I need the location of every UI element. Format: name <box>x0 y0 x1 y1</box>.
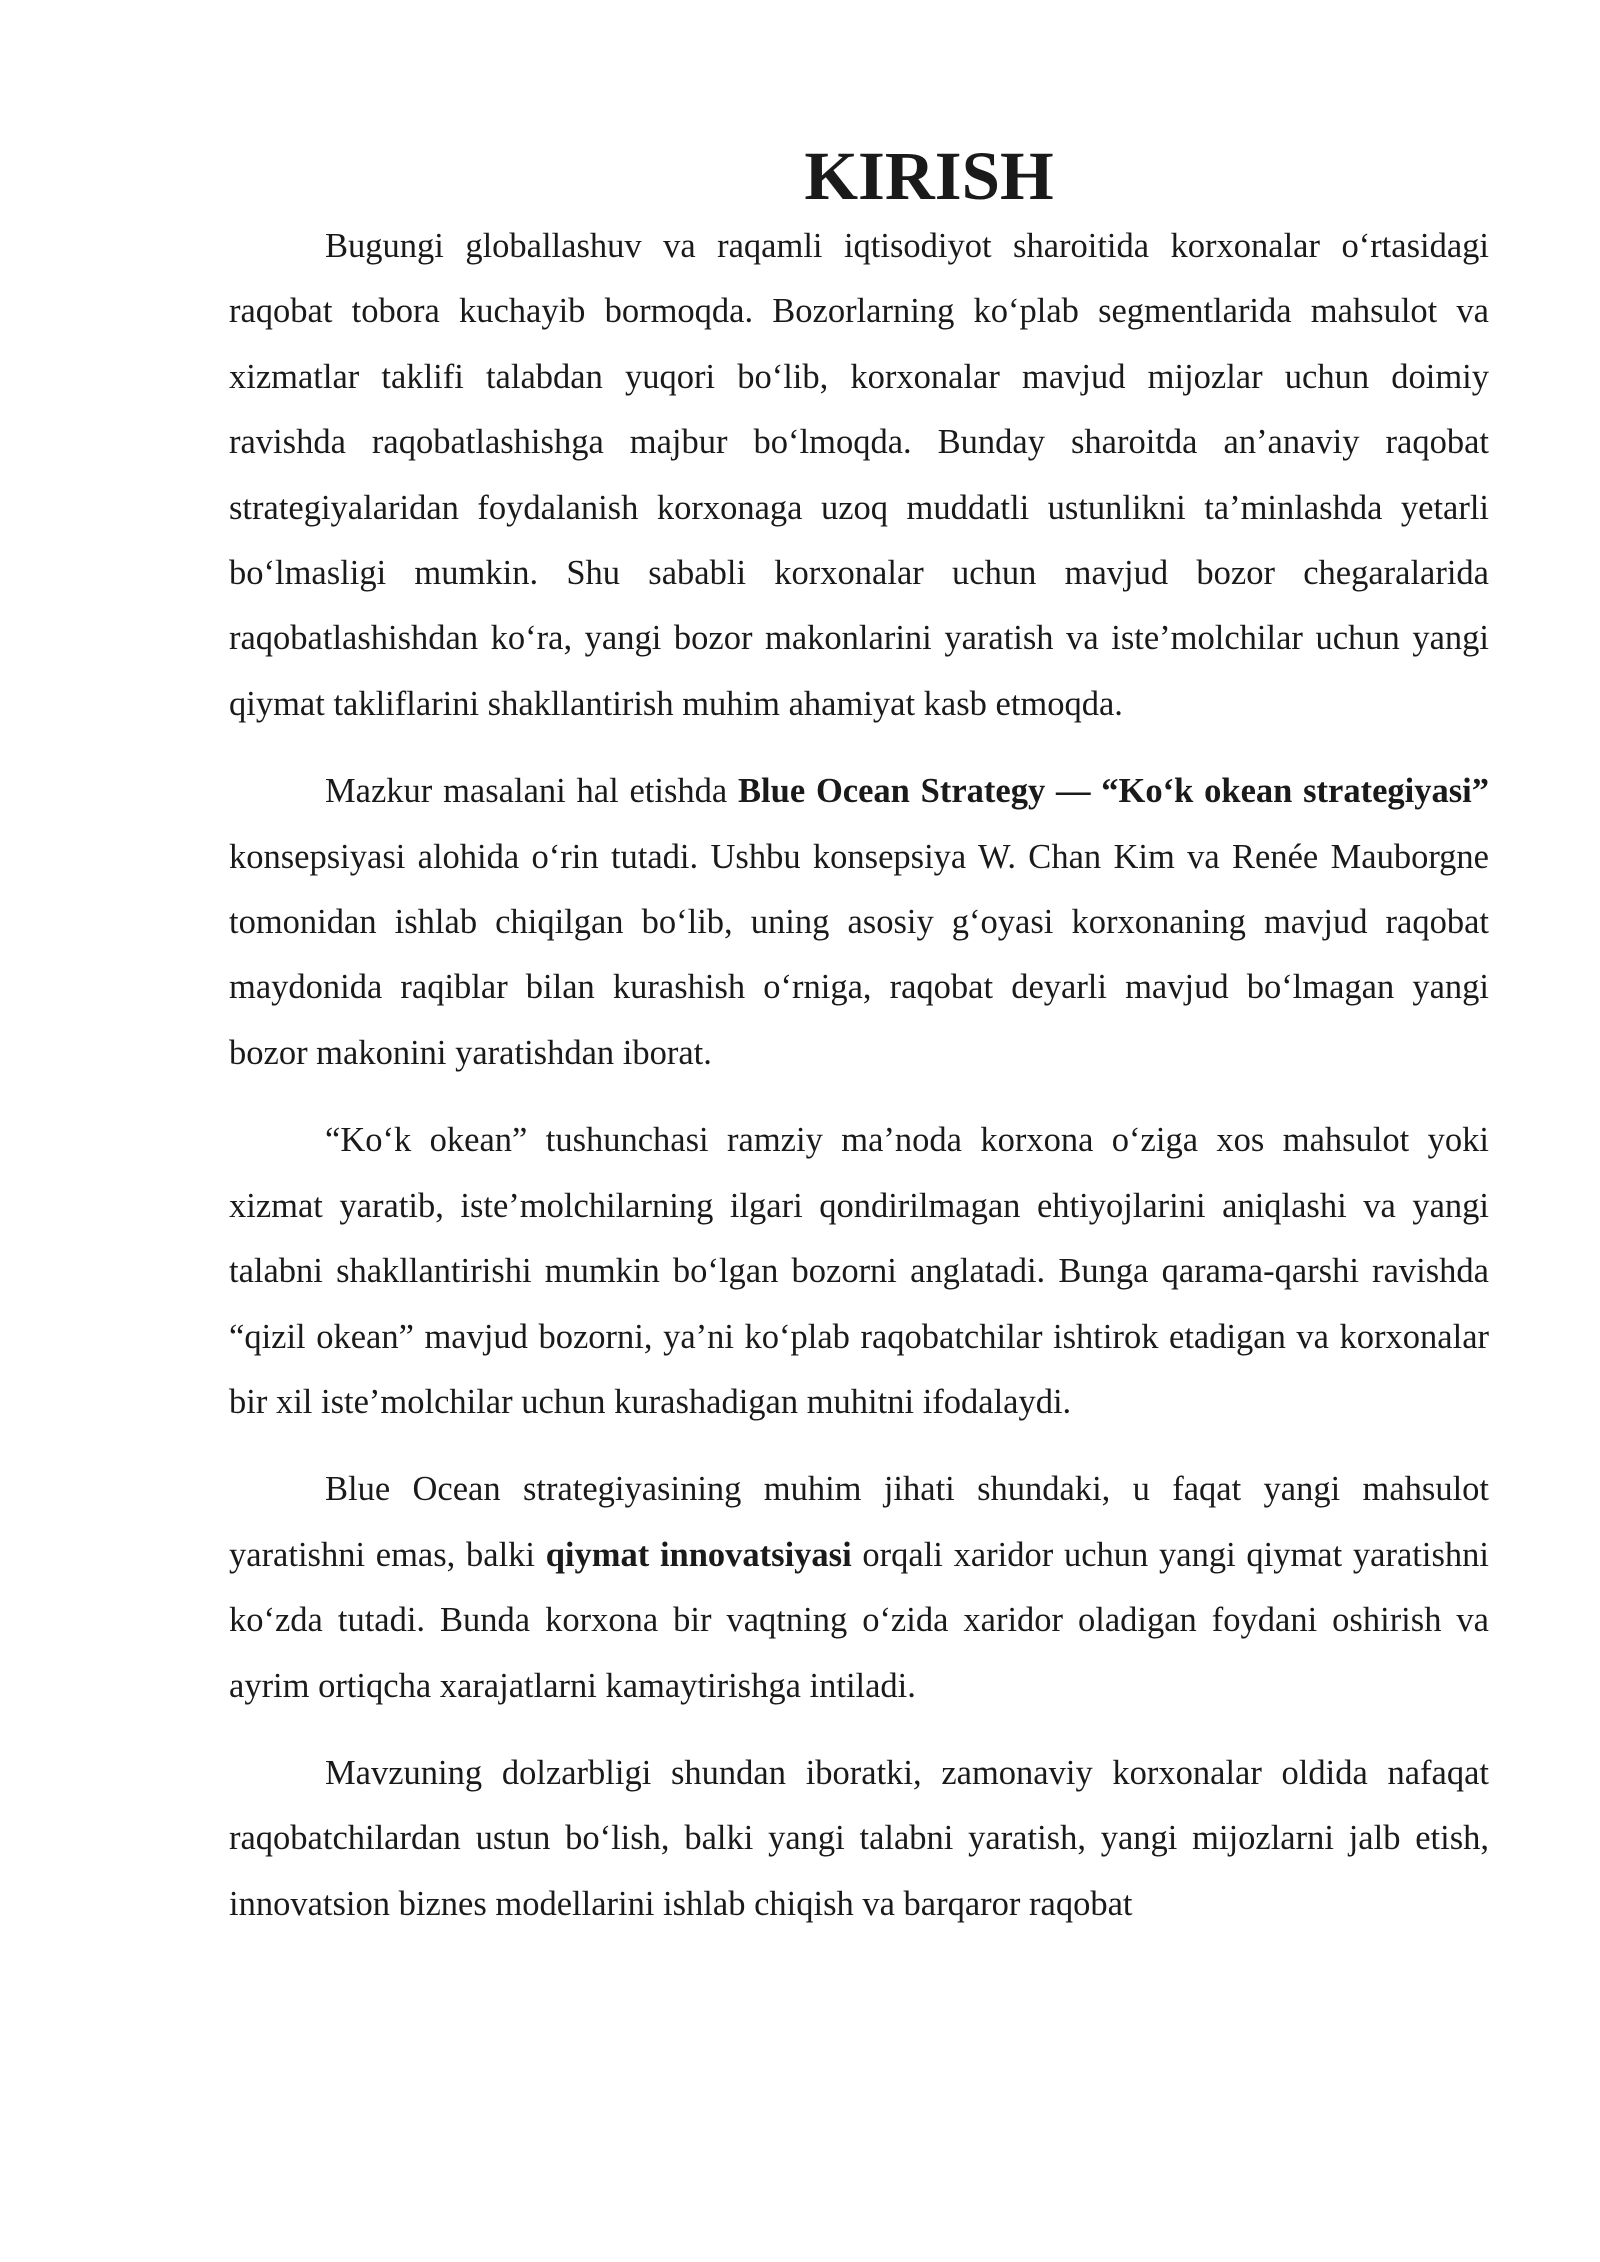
paragraph-1 <box>229 214 1489 737</box>
paragraph-4 <box>229 1457 1489 1719</box>
paragraph-2 <box>229 759 1489 1086</box>
bold-term-value-innovation: qiymat innovatsiyasi <box>545 1535 852 1574</box>
paragraph-text: Mazkur masalani hal etishda <box>325 772 739 811</box>
paragraph-3 <box>229 1108 1489 1435</box>
paragraph-text: konsepsiyasi alohida o‘rin tutadi. Ushbu konsepsiya W. Chan Kim va Renée Mauborgne tomonidan ishlab chiqilgan bo‘lib, uning asosiy g‘oyasi korxonaning mavjud raqobat maydonida raqiblar bilan kurashish o‘rniga, raqobat deyarli mavjud bo‘lmagan yangi bozor makonini yaratishdan iborat. <box>229 837 1489 1072</box>
bold-term-blue-ocean-strategy: Blue Ocean Strategy — “Ko‘k okean strategiyasi” <box>738 772 1490 811</box>
paragraph-text: orqali xaridor uchun yangi qiymat yaratishni ko‘zda tutadi. Bunda korxona bir vaqtning o‘zida xaridor oladigan foydani oshirish va ayrim ortiqcha xarajatlarni kamaytirishga intiladi. <box>229 1535 1489 1705</box>
paragraph-text: Blue Ocean strategiyasining muhim jihati shundaki, u faqat yangi mahsulot yaratishni emas, balki <box>229 1470 1489 1574</box>
paragraph-text: Bugungi globallashuv va raqamli iqtisodiyot sharoitida korxonalar o‘rtasidagi raqobat tobora kuchayib bormoqda. Bozorlarning ko‘plab segmentlarida mahsulot va xizmatlar taklifi talabdan yuqori bo‘lib, korxonalar mavjud mijozlar uchun doimiy ravishda raqobatlashishga majbur bo‘lmoqda. Bunday sharoitda an’anaviy raqobat strategiyalaridan foydalanish korxonaga uzoq muddatli ustunlikni ta’minlashda yetarli bo‘lmasligi mumkin. Shu sababli korxonalar uchun mavjud bozor chegaralarida raqobatlashishdan ko‘ra, yangi bozor makonlarini yaratish va iste’molchilar uchun yangi qiymat takliflarini shakllantirish muhim ahamiyat kasb etmoqda. <box>229 227 1489 723</box>
paragraph-5 <box>229 1741 1489 1937</box>
paragraph-text: “Ko‘k okean” tushunchasi ramziy ma’noda korxona o‘ziga xos mahsulot yoki xizmat yaratib, iste’molchilarning ilgari qondirilmagan ehtiyojlarini aniqlashi va yangi talabni shakllantirishi mumkin bo‘lgan bozorni anglatadi. Bunga qarama-qarshi ravishda “qizil okean” mavjud bozorni, ya’ni ko‘plab raqobatchilar ishtirok etadigan va korxonalar bir xil iste’molchilar uchun kurashadigan muhitni ifodalaydi. <box>229 1121 1489 1421</box>
page-title: KIRISH <box>804 138 1054 214</box>
document-body <box>229 138 1490 1937</box>
paragraph-text: Mavzuning dolzarbligi shundan iboratki, zamonaviy korxonalar oldida nafaqat raqobatchilardan ustun bo‘lish, balki yangi talabni yaratish, yangi mijozlarni jalb etish, innovatsion biznes modellarini ishlab chiqish va barqaror raqobat <box>229 1753 1489 1923</box>
